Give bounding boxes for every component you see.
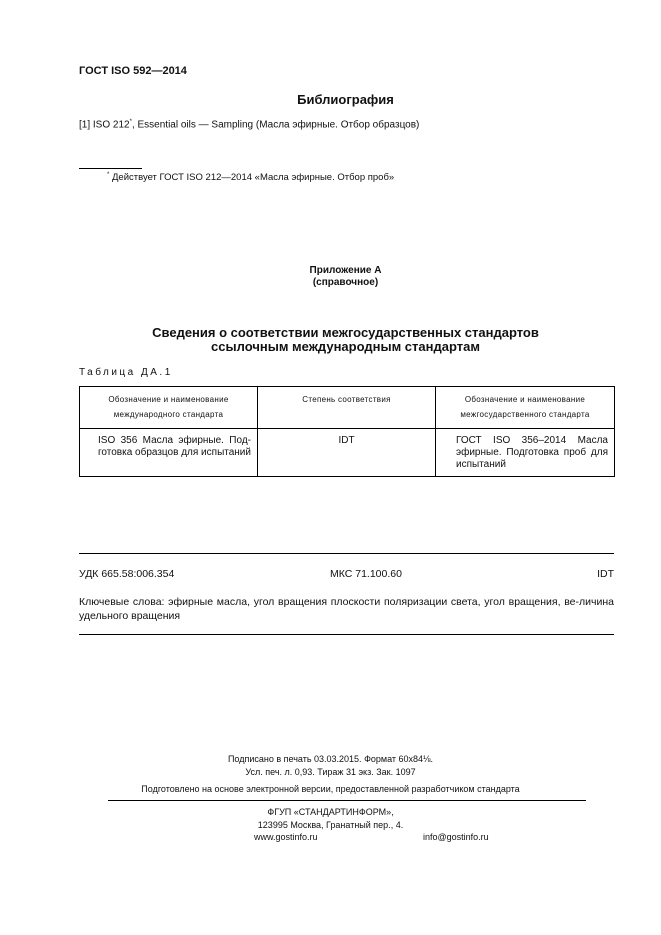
bibliography-entry-text: , Essential oils — Sampling (Масла эфирные. Отбор образцов) bbox=[131, 119, 420, 131]
correspondence-table bbox=[79, 386, 615, 477]
table-caption: Таблица ДА.1 bbox=[79, 367, 173, 378]
column-header-international-standard: Обозначение и наименование международного стандарта bbox=[80, 387, 258, 429]
document-code-header: ГОСТ ISO 592—2014 bbox=[79, 65, 187, 77]
bibliography-title: Библиография bbox=[297, 92, 394, 107]
table-cell-degree: IDT bbox=[258, 429, 436, 477]
imprint-divider bbox=[108, 800, 586, 801]
section-title-line-1: Сведения о соответствии межгосударственных стандартов bbox=[152, 325, 539, 340]
imprint-signed: Подписано в печать 03.03.2015. Формат 60х84⅛. bbox=[227, 754, 434, 764]
publisher-name: ФГУП «СТАНДАРТИНФОРМ», bbox=[267, 807, 394, 817]
footnote-marker-ref: * bbox=[107, 172, 110, 178]
footnote-divider bbox=[79, 168, 142, 169]
keywords: Ключевые слова: эфирные масла, угол вращения плоскости поляризации света, угол вращения, ве-личина удельного вращения bbox=[79, 596, 614, 622]
footnote-marker: * bbox=[129, 119, 132, 125]
footnote-text: Действует ГОСТ ISO 212—2014 «Масла эфирные. Отбор проб» bbox=[109, 172, 395, 184]
column-header-degree-of-correspondence: Степень соответствия bbox=[258, 387, 436, 429]
publisher-email-link[interactable]: info@gostinfo.ru bbox=[423, 832, 489, 842]
bibliography-entry-ref: [1] ISO 212 bbox=[79, 119, 130, 131]
table-header-row bbox=[80, 387, 615, 429]
annex-subtitle: (справочное) bbox=[312, 277, 379, 288]
keywords-divider bbox=[79, 634, 614, 635]
column-header-interstate-standard: Обозначение и наименование межгосударственного стандарта bbox=[436, 387, 615, 429]
publisher-address: 123995 Москва, Гранатный пер., 4. bbox=[257, 820, 404, 830]
section-title bbox=[0, 326, 661, 354]
annex-title: Приложение А bbox=[309, 265, 382, 276]
udk-code: УДК 665.58:006.354 bbox=[79, 568, 175, 580]
table-row bbox=[80, 429, 615, 477]
section-title-line-2: ссылочным международным стандартам bbox=[211, 339, 480, 354]
classification-divider-top bbox=[79, 553, 614, 554]
bibliography-entry bbox=[79, 119, 419, 130]
table-cell-international: ISO 356 Масла эфирные. Под-готовка образцов для испытаний bbox=[80, 429, 258, 477]
publisher-website-link[interactable]: www.gostinfo.ru bbox=[254, 832, 318, 842]
footnote bbox=[107, 172, 394, 183]
degree-code: IDT bbox=[597, 568, 614, 580]
imprint-prepared: Подготовлено на основе электронной версии, предоставленной разработчиком стандарта bbox=[141, 784, 520, 794]
annex-heading bbox=[0, 265, 661, 289]
table-cell-interstate: ГОСТ ISO 356–2014 Масла эфирные. Подготовка проб для испытаний bbox=[436, 429, 615, 477]
mks-code: МКС 71.100.60 bbox=[330, 568, 402, 580]
imprint-print-info: Усл. печ. л. 0,93. Тираж 31 экз. Зак. 1097 bbox=[245, 767, 416, 777]
